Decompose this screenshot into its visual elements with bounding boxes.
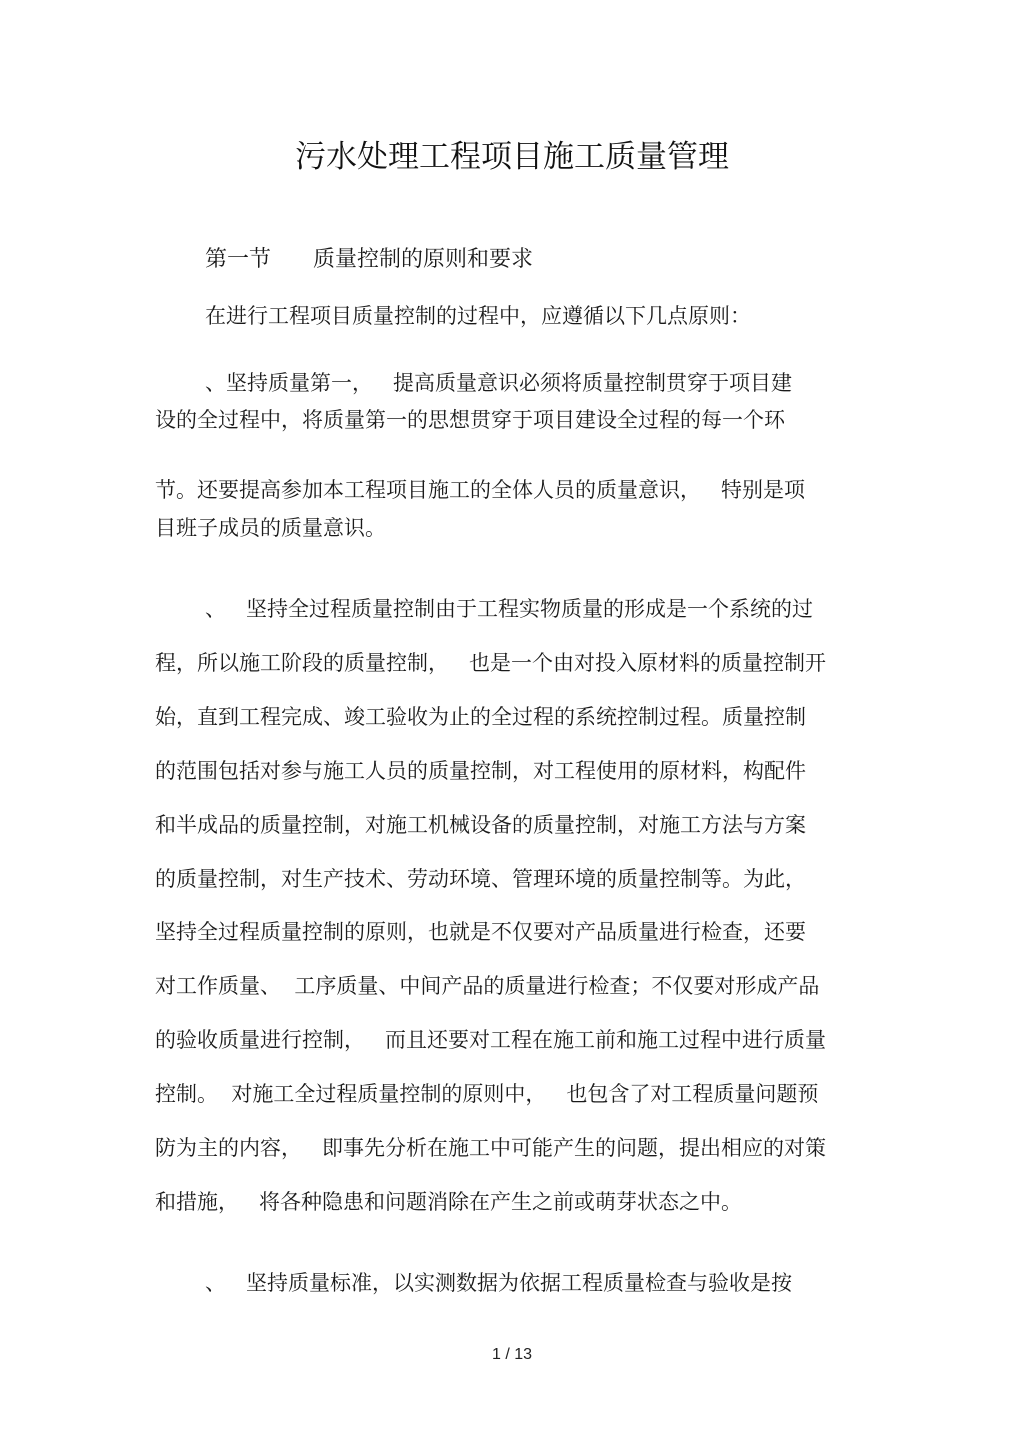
text-line: 和半成品的质量控制，对施工机械设备的质量控制，对施工方法与方案 bbox=[155, 813, 806, 837]
text-line: 的范围包括对参与施工人员的质量控制，对工程使用的原材料，构配件 bbox=[155, 759, 806, 783]
text-line: 控制。 对施工全过程质量控制的原则中， 也包含了对工程质量问题预 bbox=[155, 1082, 819, 1106]
text-line: 始，直到工程完成、竣工验收为止的全过程的系统控制过程。质量控制 bbox=[155, 705, 806, 729]
text-line: 防为主的内容， 即事先分析在施工中可能产生的问题，提出相应的对策 bbox=[155, 1136, 827, 1160]
text-line: 设的全过程中，将质量第一的思想贯穿于项目建设全过程的每一个环 bbox=[155, 408, 785, 432]
page-number: 1 / 13 bbox=[491, 1346, 533, 1363]
text-line: 、坚持质量第一， 提高质量意识必须将质量控制贯穿于项目建 bbox=[205, 371, 793, 395]
section-heading: 第一节 质量控制的原则和要求 bbox=[205, 247, 533, 272]
text-line: 程，所以施工阶段的质量控制， 也是一个由对投入原材料的质量控制开 bbox=[155, 651, 827, 675]
text-line: 目班子成员的质量意识。 bbox=[155, 516, 386, 540]
text-line: 的验收质量进行控制， 而且还要对工程在施工前和施工过程中进行质量 bbox=[155, 1028, 827, 1052]
text-line: 对工作质量、 工序质量、中间产品的质量进行检查；不仅要对形成产品 bbox=[155, 974, 820, 998]
text-line: 、 坚持质量标准，以实测数据为依据工程质量检查与验收是按 bbox=[205, 1271, 793, 1295]
text-line: 坚持全过程质量控制的原则，也就是不仅要对产品质量进行检查，还要 bbox=[155, 920, 806, 944]
text-line: 在进行工程项目质量控制的过程中，应遵循以下几点原则： bbox=[205, 304, 751, 328]
page-title: 污水处理工程项目施工质量管理 bbox=[295, 139, 729, 175]
text-line: 节。还要提高参加本工程项目施工的全体人员的质量意识， 特别是项 bbox=[155, 478, 806, 502]
text-line: 、 坚持全过程质量控制由于工程实物质量的形成是一个系统的过 bbox=[205, 597, 814, 621]
text-line: 的质量控制，对生产技术、劳动环境、管理环境的质量控制等。为此， bbox=[155, 867, 806, 891]
text-line: 和措施， 将各种隐患和问题消除在产生之前或萌芽状态之中。 bbox=[155, 1190, 743, 1214]
